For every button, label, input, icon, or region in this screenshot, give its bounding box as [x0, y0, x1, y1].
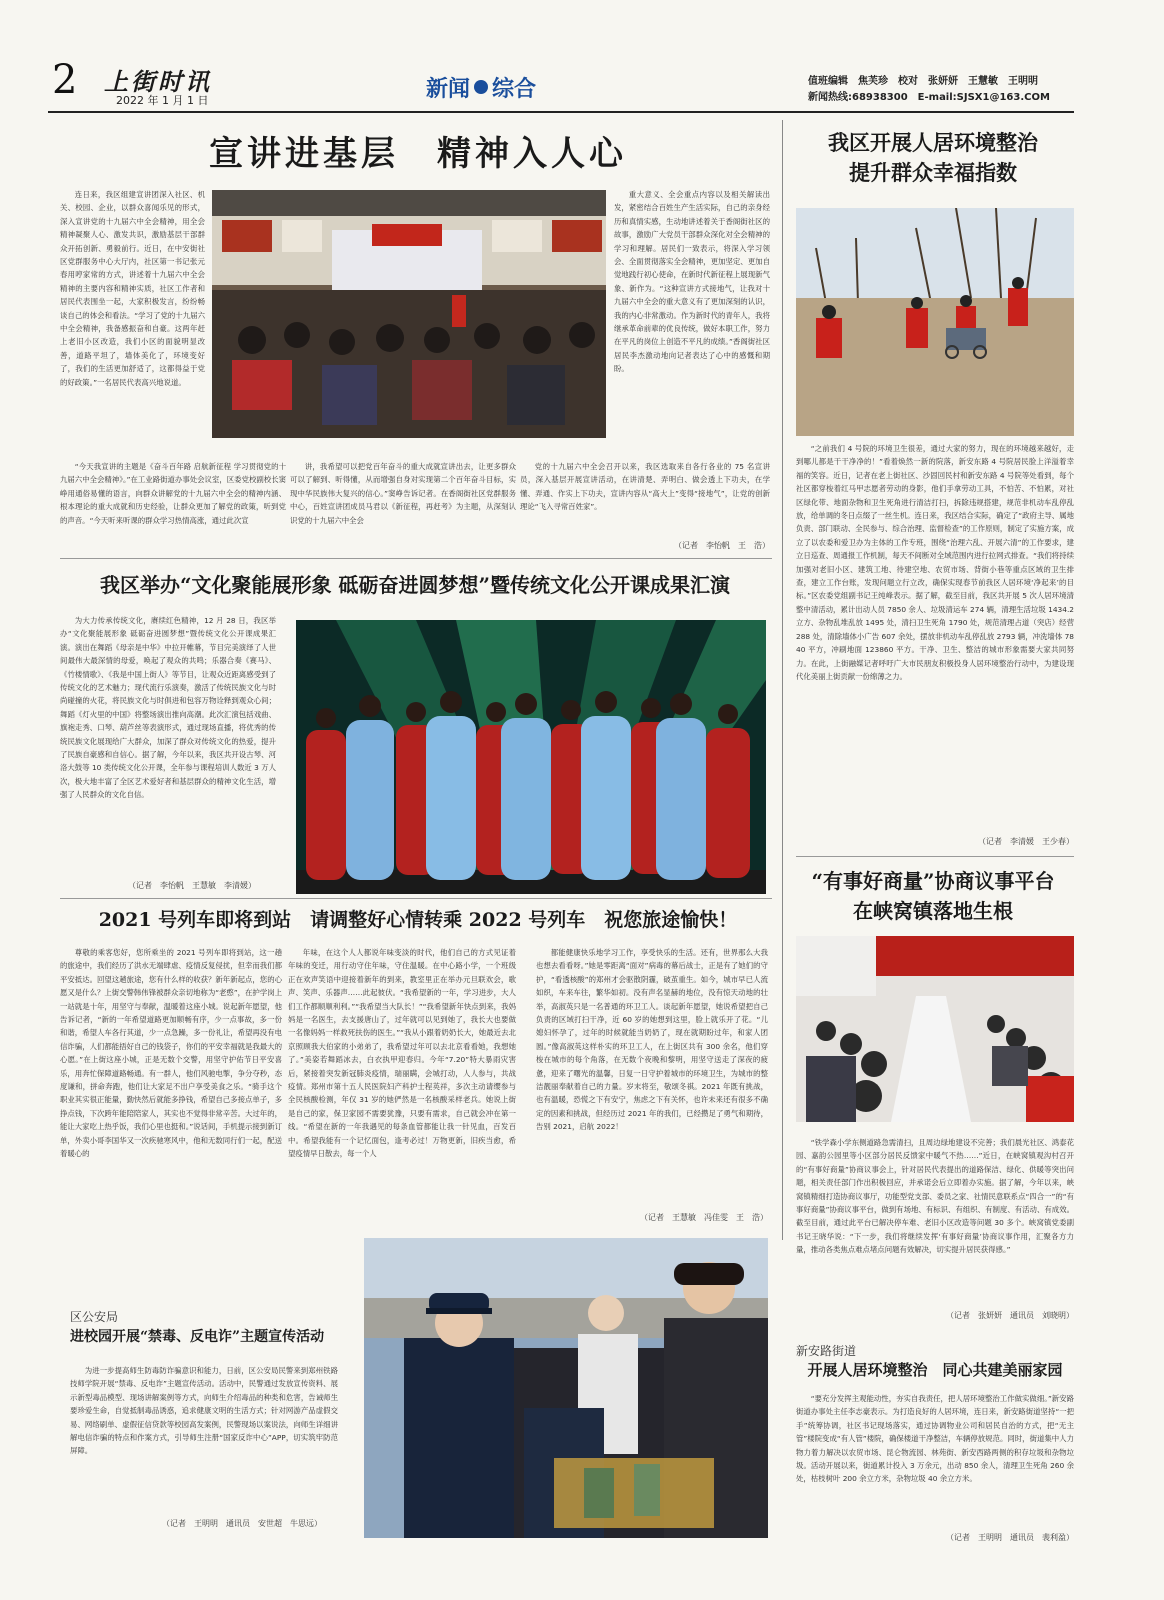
article-body-xinan: “要充分发挥主观能动性，夯实自我责任，把人居环境整治工作做实做细。”新安路街道办事处主任李志豪表示。为打造良好的人居环境，连日来，新安路街道坚持“一把手”统筹协调，社区书记现场落实，通过协调物业公司和居民自治的方式，把“无主管”楼院变成“有人管”楼院，确保楼道干净整洁，车辆停放规范。同时，街道集中人力物力着力解决以农贸市场、昆仑物流园、林苑街、新安西路两侧的积存垃圾和杂物垃圾。活动开展以来，街道累计投入 3 万余元，出动 850 余人，清理卫生死角 260 余处，枯枝树叶 200 余立方米，杂物垃圾 40 余立方米。: [796, 1394, 1074, 1484]
article-body-preaching-col3: 重大意义、全会重点内容以及相关解读出发，紧密结合百姓生产生活实际，自己的亲身经历和真情实感，生动地讲述着关于香阁街社区的故事，激励广大党员干部群众深化对全会精神的学习和理解。居民们一致表示，将深入学习领会、全面贯彻落实全会精神，更加坚定、更加自觉地践行初心使命，在新时代新征程上展现新气象、新作为。“这种宣讲方式接地气，让我对十九届六中全会的重大意义有了更加深刻的认识，我的内心非常激动。作为新时代的青年人，我将继承革命前辈的优良传统，做好本职工作，努力在平凡的岗位上创造不平凡的成绩。”香阁街社区居民李杰激动地向记者表达了心中的感慨和期盼。: [614, 190, 770, 374]
article-kicker-police: 区公安局: [70, 1310, 119, 1324]
section-label-general: 综合: [492, 75, 537, 102]
article-headline-xinan: 开展人居环境整治 同心共建美丽家园: [807, 1361, 1063, 1379]
article-body-train-col2: 年味，在这个人人都说年味变淡的时代，他们自己的方式见证着年味的变迁，用行动守住年味，守住温暖。在中心路小学，一个班级正在欢声笑语中迎接着新年的到来，教室里正在举办元旦联欢会，歌声、笑声、乐器声……此起彼伏。“我希望新的一年，学习进步，大人们工作都顺顺利利。”“我希望当大队长！”“我希望新年快点到来，我妈妈是一名医生，去支援唐山了，过年就可以见到她了，我长大也要做一名像妈妈一样救死扶伤的医生。”“我从小跟着奶奶长大，她最近去北京照顾我大伯家的小弟弟了，我希望过年可以去北京看看她，我想她了。”美姿若舞蹈冰去，白衣执甲迎春归。今年“7.20”特大暴雨灾害后，紧接着突发新冠肺炎疫情，瑞丽瞒，会城打动，人人参与，共战疫情。郑州市第十五人民医院妇产科护士程英祥，多次主动请缨参与全民核酸检测，年仅 31 岁的她俨然是一名核酸采样老兵。她说上街是自己的家，保卫家园不需要犹豫，只要有需求，自己就会冲在第一线。“希望在新的一年我遇见的每条血管都能让我一针见血，百发百中。希望我能有一个记忆面包，逢考必过！万物更新，旧疾当愈，希望疫情早日散去，每一个人: [288, 948, 516, 1159]
headline-line-2: 提升群众幸福指数: [849, 160, 1017, 185]
article-body-police: 为进一步提高师生防毒防诈骗意识和能力，日前，区公安局民警来到郑州铁路技师学院开展“禁毒、反电诈”主题宣传活动。活动中，民警通过发放宣传资料、展示新型毒品模型、现场讲解案例等方式，向师生介绍毒品的种类和危害，告诫师生要珍爱生命，自觉抵制毒品诱惑，追求健康文明的生活方式；针对网游产品虚假交易、网络刷单、虚假征信贷款等校园高发案例，民警现场以案说法，向师生详细讲解电信诈骗的特点和作案方式，引导师生注册“国家反诈中心”APP，切实筑牢防范屏障。: [70, 1366, 338, 1456]
divider-a1: [60, 558, 772, 559]
article-headline-culture-show: 我区举办“文化聚能展形象 砥砺奋进圆梦想”暨传统文化公开课成果汇演: [100, 573, 730, 597]
headline-line-1: 我区开展人居环境整治: [828, 130, 1038, 155]
article-credit-culture-show: （记者 李怡帆 王慧敏 李清媛）: [128, 881, 256, 890]
article-body-train-col3: 都能健康快乐地学习工作，享受快乐的生活。还有，世界那么大我也想去看看呀。”她是零距离“面对”病毒的幕后战士，正是有了她们的守护，“看透核酸”的郑州才会驱散阴霾，破茧重生。如今，城市早已人流如织，车来车往，繁华如初。没有声名显赫的地位，没有惊天动地的壮举，高淑英只是一名普通的环卫工人。谈起新年愿望，她说希望把自己负责的区域打扫干净，近 60 岁的她想到这里，脸上就乐开了花。“儿媳妇怀孕了，过年的时候就能当奶奶了，现在就期盼过年，和家人团圆。”像高淑英这样朴实的环卫工人，在上街区共有 300 余名，他们穿梭在城市的每个角落，在无数个夜晚和黎明，用坚守送走了深夜的疲惫，迎来了曙光的温馨，日复一日守护着城市的环境卫生，为城市的整洁靓丽奉献着自己的力量。岁末将至，敬颂冬祺。2021 年既有挑战，也有温暖，恐慌之下有安宁，焦虑之下有关怀，也许未来还有很多不确定的因素和挑战，但经历过 2021 年的我们，已经攒足了勇气和期待，告别 2021，启航 2022！: [536, 948, 768, 1132]
column-divider: [782, 120, 783, 1240]
section-dot-icon: [474, 80, 488, 94]
article-body-preaching-col2b: 讲，我希望可以把党百年奋斗的重大成就宣讲出去，让更多群众可以了解到、听得懂，从而增强自身对实现第二个百年奋斗目标，实现中华民族伟大复兴的信心。”窦峥告诉记者。在香阁街社区党群服务中心，百姓宣讲团成员马君以《新征程，再赶考》为主题，从深刻认识党的十九届六中全会: [290, 462, 516, 525]
divider-a2: [60, 898, 772, 899]
issue-date: 2022 年 1 月 1 日: [116, 94, 209, 107]
article-kicker-xinan: 新安路街道: [796, 1344, 857, 1358]
photo-environment-cleanup: [796, 208, 1074, 436]
article-headline-police: 进校园开展“禁毒、反电诈”主题宣传活动: [70, 1329, 325, 1345]
photo-police-campaign: [364, 1238, 768, 1538]
article-headline-train-2022: 2021 号列车即将到站 请调整好心情转乘 2022 号列车 祝您旅途愉快！: [98, 909, 738, 931]
article-body-preaching-col1b: “今天我宣讲的主题是《奋斗百年路 启航新征程 学习贯彻党的十九届六中全会精神》。”在工业路街道办事处会议室，区委党校副校长窦峥用通俗易懂的语言，向群众讲解党的十九届六中全会的精神内涵、根本理论的重大成就和历史经验，让群众更加了解党的政策，听到党的声音。“今天听来听课的群众学习热情高涨，通过此次宣: [60, 462, 286, 525]
headline-line-2: 在峡窝镇落地生根: [853, 899, 1013, 923]
article-body-train-col1: 尊敬的乘客您好，您所乘坐的 2021 号列车即将到站，这一趟的旅途中，我们经历了洪水无端肆虐、疫情反复侵扰，但幸而我们都平安抵达。回望这趟旅途，您有什么样的收获？新年新起点，您的心愿又是什么？上街交警韩伟锋被群众亲切地称为“老憨”，在护学岗上一站就是十年，用坚守与奉献，温暖着这座小城。说起新年愿望，他告诉记者，“新的一年希望道路更加顺畅有序，少一点事故，多一份和谐，希望人车各行其道，少一点急躁，多一份礼让，希望再没有电信诈骗，人们都能捂好自己的钱袋子，你们的平安幸福就是我最大的心愿。”在上街这座小城，正是无数个交警，用坚守护佑节日平安喜乐，用奔忙保障道路畅通。有一群人，他们风驰电掣，争分夺秒，态度谦和，拼命奔跑，他们让大家足不出户享受美食之乐。“骑手这个职业其实很正能量，勤快然后就能多挣钱，希望自己多接点单子，多挣点钱，下次跨年能陪陪家人，其实也不觉得非常辛苦。大过年的，能让大家吃上热乎饭，我们心里也挺和。”说话间，手机提示接到新订单，外卖小哥李国华又一次疾驰寒风中，他和无数同行们一起，配送着暖心的: [60, 948, 282, 1159]
photo-consultation-meeting: [796, 936, 1074, 1122]
divider-b1: [796, 856, 1074, 857]
page-number: 2: [52, 57, 78, 103]
header-rule: [48, 111, 1074, 113]
section-label-news: 新闻: [426, 75, 471, 102]
news-hotline: 新闻热线:68938300 E-mail:SJSX1@163.COM: [808, 92, 1050, 103]
article-body-environment: “之前我们 4 号院的环境卫生很差，通过大家的努力，现在的环境越来越好，走到哪儿都是干干净净的！”看着焕然一新的院落，新安东路 4 号院居民脸上洋溢着幸福的笑容。近日，记者在老上街社区、沙固回民村和新安东路 4 号院等处看到，每个社区都穿梭着红马甲志愿者劳动的身影，他们手拿劳动工具，不怕苦、不怕累，对社区绿化带、地面杂物和卫生死角进行清洁打扫，拆除违规搭建，规范非机动车乱停乱放，给单调的冬日点缀了一丝生机。连日来，我区结合实际，确定了“政府主导、属地负责、部门联动、全民参与、综合治理、监督检查”的工作原则，制定了实施方案，成立了以农委和爱卫办为主体的工作专班，围绕“治理六乱、开展六清”的工作要求，建立日巡查、周通报工作机制，每天不间断对全域范围内进行拉网式排查。“我们将持续加强对老旧小区、建筑工地、待建空地、农贸市场、背街小巷等重点区域的卫生排查，建立工作台账，发现问题立行立改，确保实现春节前我区人居环境‘净起来’的目标。”区农委党组副书记王纯峰表示。据了解，截至目前，我区共开展 5 次人居环境清整中清活动，累计出动人员 7850 余人、垃圾清运车 274 辆，清理生活垃圾 1434.2 立方、杂物乱堆乱放 1495 处，清扫卫生死角 1790 处，规范清理占道（突店）经营 288 处，清除墙体小广告 607 余处，摆放非机动车乱停乱放 2793 辆，冲洗墙体 7840 平方，冲刷地面 123860 平方。干净、卫生、整洁的城市形象需要大家共同努力。在此，上街融媒记者呼吁广大市民朋友积极投身人居环境整治行动中，为建设现代化美丽上街贡献一份绵薄之力。: [796, 444, 1074, 681]
headline-line-1: “有事好商量”协商议事平台: [811, 869, 1055, 893]
article-headline-preaching: 宣讲进基层 精神入人心: [209, 134, 627, 174]
article-credit-police: （记者 王明明 通讯员 安世超 牛思远）: [162, 1519, 322, 1528]
article-credit-environment: （记者 李清媛 王少春）: [978, 837, 1074, 846]
article-headline-environment: [792, 128, 1074, 188]
article-headline-consultation: [792, 866, 1074, 926]
article-credit-train: （记者 王慧敏 冯佳雯 王 浩）: [640, 1213, 768, 1222]
article-body-preaching-col1: 连日来，我区组建宣讲团深入社区、机关、校园、企业，以群众喜闻乐见的形式，深入宣讲党的十九届六中全会精神，用全会精神凝聚人心、激发共识，激励基层干部群众开拓创新、勇毅前行。近日，在中安街社区党群服务中心大厅内，社区第一书记张元春用哼家常的方式，讲述着十九届六中全会精神的主要内容和精神实质，社区工作者和居民代表围坐一起，大家积极发言，纷纷畅谈自己的体会和看法。“学习了党的十九届六中全会精神，我备感振奋和自豪。这两年赶上老旧小区改造，我们小区的面貌明显改善，道路平坦了，墙体美化了，环境变好了，我们的生活更加舒适了，这都得益于党的好政策。”一名居民代表高兴地说道。: [60, 190, 205, 387]
article-credit-consultation: （记者 张妍妍 通讯员 刘晓明）: [946, 1311, 1074, 1320]
article-credit-preaching: （记者 李怡帆 王 浩）: [674, 541, 770, 550]
photo-preaching-meeting: [212, 190, 606, 438]
section-header: [426, 70, 536, 104]
masthead: 上街时讯: [104, 67, 212, 96]
article-body-consultation: “铁学森小学东侧道路急需清扫，且周边绿地建设不完善；我们晨光社区、鸿泰花园、嘉韵公园里等小区部分居民反馈家中暖气不热……”近日，在峡窝镇观沟村召开的“有事好商量”协商议事会上，针对居民代表提出的道路保洁、绿化、供暖等突出问题，相关责任部门作出积极回应，并承诺会后立即着办实施。据了解，今年以来，峡窝镇精细打造协商议事厅，功能型党支部、委员之家、社情民意联系点“四合一”的“有事好商量”协商议事平台，做到有场地、有标识、有组织、有制度、有活动、有成效。截至目前，通过此平台已解决停车难、老旧小区改造等问题 30 多个。峡窝镇党委副书记王晓华说：“下一步，我们将继续发挥‘有事好商量’协商议事作用，汇聚各方力量，推动各类焦点难点堵点问题有效解决，切实提升居民获得感。”: [796, 1138, 1074, 1255]
article-body-preaching-col3b: 党的十九届六中全会召开以来，我区选取来自各行各业的 75 名宣讲员，深入基层开展宣讲活动，在讲清楚、弄明白、做会透上下功夫，在学懂、弄通、作实上下功夫，宣讲内容从“高大上”变得“接地气”，让党的创新理论“飞入寻常百姓家”。: [520, 462, 770, 512]
editor-credits: 值班编辑 焦芙珍 校对 张妍妍 王慧敏 王明明: [808, 76, 1038, 87]
photo-culture-performance: [296, 620, 766, 894]
article-credit-xinan: （记者 王明明 通讯员 裴利盈）: [946, 1533, 1074, 1542]
article-body-culture-show: 为大力传承传统文化，赓续红色精神，12 月 28 日，我区举办“文化聚能展形象 砥砺奋进圆梦想”暨传统文化公开课成果汇演。演出在舞蹈《母亲是中华》中拉开帷幕，节目完美演绎了人世间最伟大最深情的母爱，唤起了观众的共鸣；乐器合奏《赛马》、《竹楼情歌》、《我是中国上街人》等节目，让观众近距离感受到了传统文化的艺术魅力；现代流行乐演奏，激活了传统民族文化与时尚碰撞的火花，将民族文化与时俱进和包容万物诠释到观众心间；舞蹈《灯火里的中国》将整场演出推向高潮。此次汇演包括戏曲、旗袍走秀、口琴、葫芦丝等表演形式，通过现场直播，将优秀的传统民族文化展现给广大群众，加深了群众对传统文化的热爱，提升了民族自豪感和自信心。据了解，今年以来，我区共开设古琴、河洛大鼓等 10 类传统文化公开课，全年参与课程培训人数近 3 万人次，极大地丰富了全区艺术爱好者和基层群众的精神文化生活，增强了人民群众的文化自信。: [60, 616, 276, 800]
